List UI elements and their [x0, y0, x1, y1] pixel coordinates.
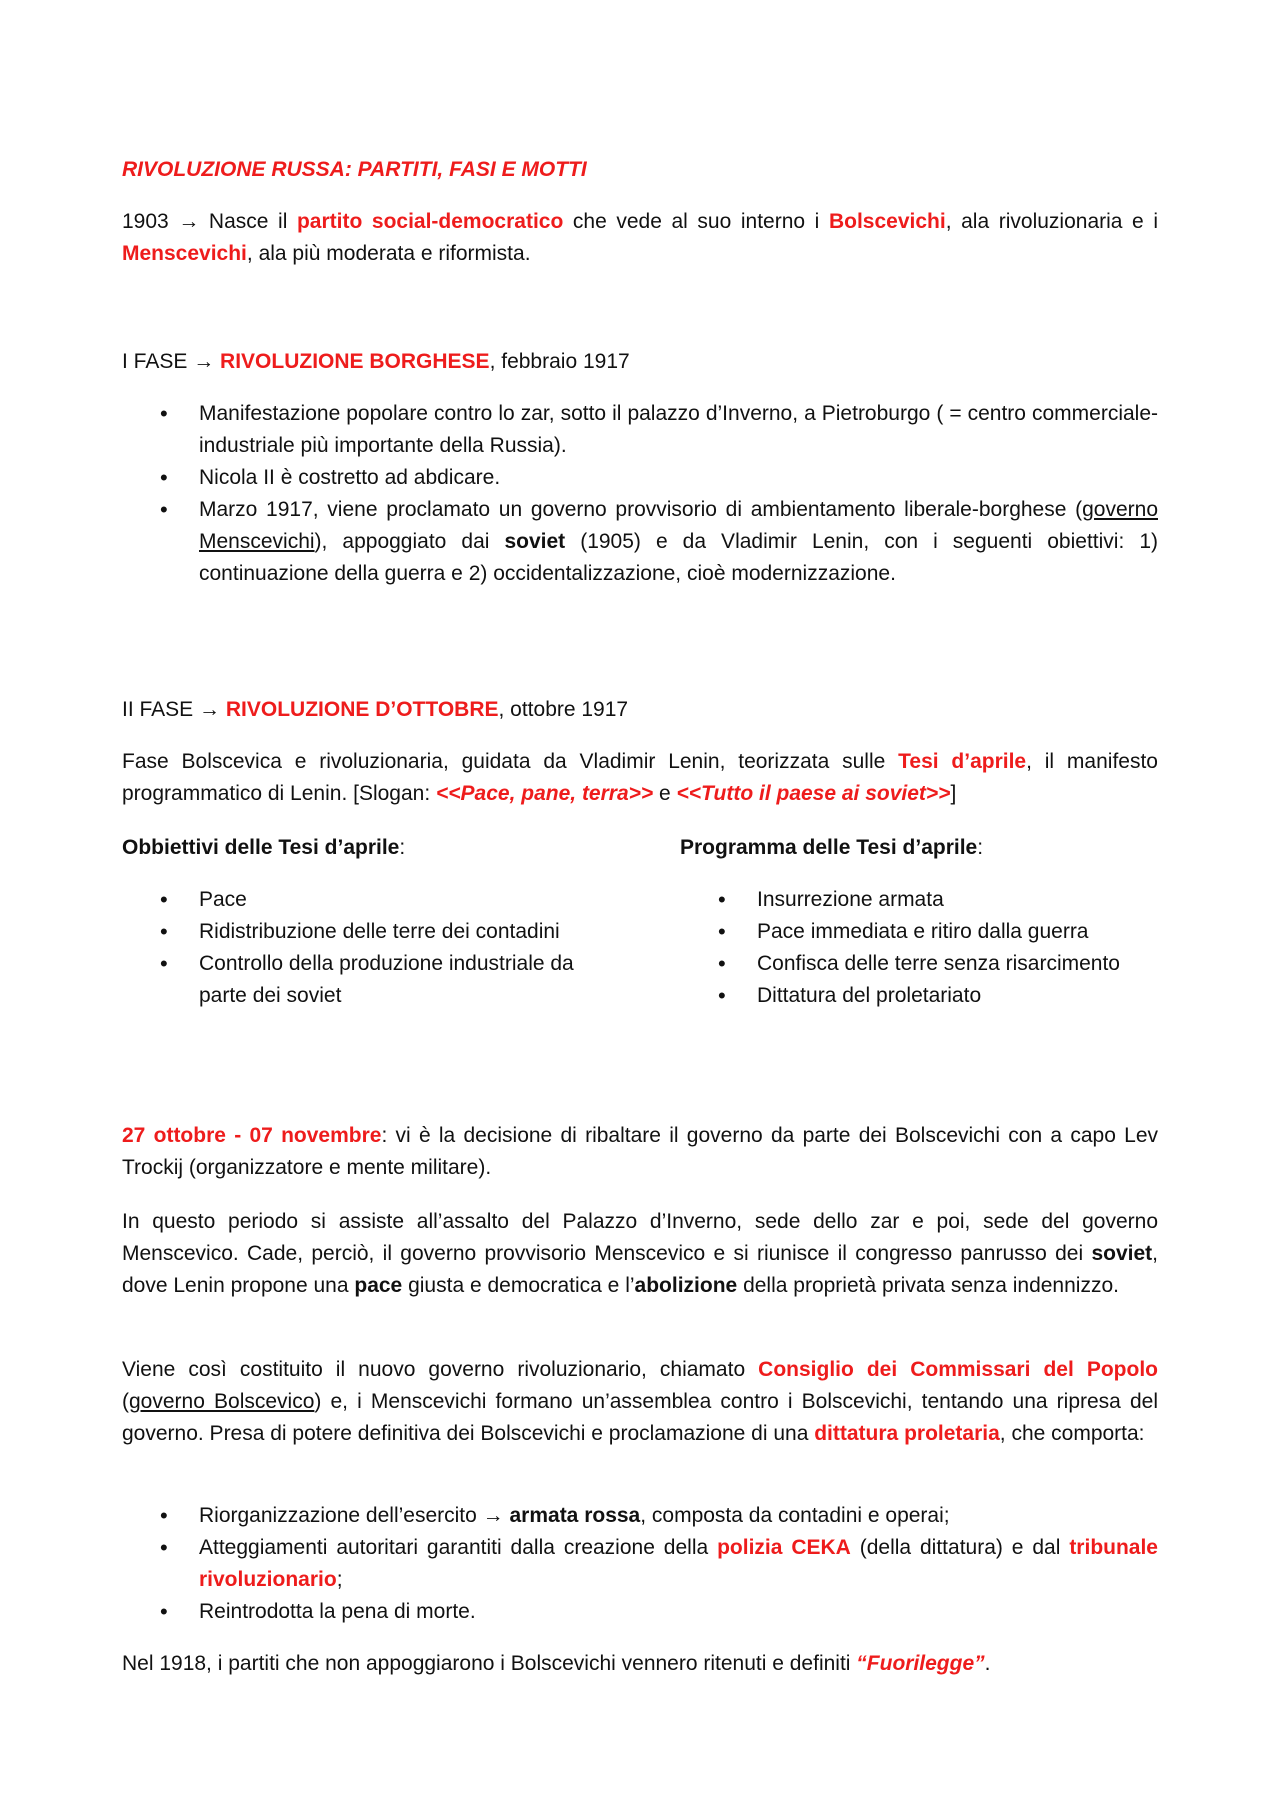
list-item: • Controllo della produzione industriale da parte dei soviet — [122, 948, 602, 1012]
list-item: • Pace — [122, 884, 602, 916]
fase2-paragraph: Fase Bolscevica e rivoluzionaria, guidata da Vladimir Lenin, teorizzata sulle Tesi d’aprile, il manifesto programmatico di Lenin. [Slogan: <<Pace, pane, terra>> e <<Tutto il paese ai soviet>>] — [122, 750, 1158, 805]
fase1-heading: I FASE → RIVOLUZIONE BORGHESE, febbraio 1917 — [122, 350, 630, 373]
periodo-paragraph: In questo periodo si assiste all’assalto del Palazzo d’Inverno, sede dello zar e poi, sede del governo Menscevico. Cade, perciò, il governo provvisorio Menscevico e si riunisce il congresso panrusso dei soviet, dove Lenin propone una pace giusta e democratica e l’abolizione della proprietà privata senza indennizzo. — [122, 1210, 1158, 1297]
list-item: • Pace immediata e ritiro dalla guerra — [680, 916, 1160, 948]
list-item: • Ridistribuzione delle terre dei contadini — [122, 916, 602, 948]
date-range: 27 ottobre - 07 novembre — [122, 1124, 382, 1147]
slogan-1: <<Pace, pane, terra>> — [436, 782, 654, 805]
highlight-menscevichi: Menscevichi — [122, 242, 247, 265]
fase2-heading: II FASE → RIVOLUZIONE D’OTTOBRE, ottobre 1917 — [122, 698, 629, 721]
list-item: • Confisca delle terre senza risarcimento — [680, 948, 1160, 980]
slogan-2: <<Tutto il paese ai soviet>> — [676, 782, 951, 805]
obiettivi-heading: Obbiettivi delle Tesi d’aprile: — [122, 836, 406, 859]
fase1-list — [122, 398, 1158, 590]
obiettivi-list — [122, 884, 602, 1012]
programma-column — [680, 832, 1160, 1012]
programma-list — [680, 884, 1160, 1012]
governo-paragraph: Viene così costituito il nuovo governo rivoluzionario, chiamato Consiglio dei Commissari del Popolo (governo Bolscevico) e, i Menscevichi formano un’assemblea contro i Bolscevichi, tentando una ripresa del governo. Presa di potere definitiva dei Bolscevichi e proclamazione di una dittatura proletaria, che comporta: — [122, 1358, 1158, 1445]
finale-paragraph: Nel 1918, i partiti che non appoggiarono i Bolscevichi vennero ritenuti e definiti “Fuorilegge”. — [122, 1652, 991, 1675]
programma-heading: Programma delle Tesi d’aprile: — [680, 836, 984, 859]
list-item: • Nicola II è costretto ad abdicare. — [122, 462, 1158, 494]
ottobre-paragraph: 27 ottobre - 07 novembre: vi è la decisione di ribaltare il governo da parte dei Bolscevichi con a capo Lev Trockij (organizzatore e mente militare). — [122, 1124, 1158, 1179]
list-item: • Riorganizzazione dell’esercito → armata rossa, composta da contadini e operai; — [122, 1500, 1158, 1532]
page-title: RIVOLUZIONE RUSSA: PARTITI, FASI E MOTTI — [122, 158, 587, 181]
highlight-bolscevichi: Bolscevichi — [828, 210, 946, 233]
list-item: • Insurrezione armata — [680, 884, 1160, 916]
obiettivi-column — [122, 832, 602, 1012]
list-item: • Dittatura del proletariato — [680, 980, 1160, 1012]
list-item: • Manifestazione popolare contro lo zar, sotto il palazzo d’Inverno, a Pietroburgo ( = centro commerciale-industriale più importante della Russia). — [122, 398, 1158, 462]
comporta-list — [122, 1500, 1158, 1628]
list-item: • Marzo 1917, viene proclamato un governo provvisorio di ambientamento liberale-borghese (governo Menscevichi), appoggiato dai soviet (1905) e da Vladimir Lenin, con i seguenti obiettivi: 1) continuazione della guerra e 2) occidentalizzazione, cioè modernizzazione. — [122, 494, 1158, 590]
intro-paragraph: 1903 → Nasce il partito social-democratico che vede al suo interno i Bolscevichi, ala rivoluzionaria e i Menscevichi, ala più moderata e riformista. — [122, 210, 1158, 265]
highlight-party: partito social-democratico — [296, 210, 564, 233]
list-item: • Reintrodotta la pena di morte. — [122, 1596, 1158, 1628]
list-item: • Atteggiamenti autoritari garantiti dalla creazione della polizia CEKA (della dittatura) e dal tribunale rivoluzionario; — [122, 1532, 1158, 1596]
